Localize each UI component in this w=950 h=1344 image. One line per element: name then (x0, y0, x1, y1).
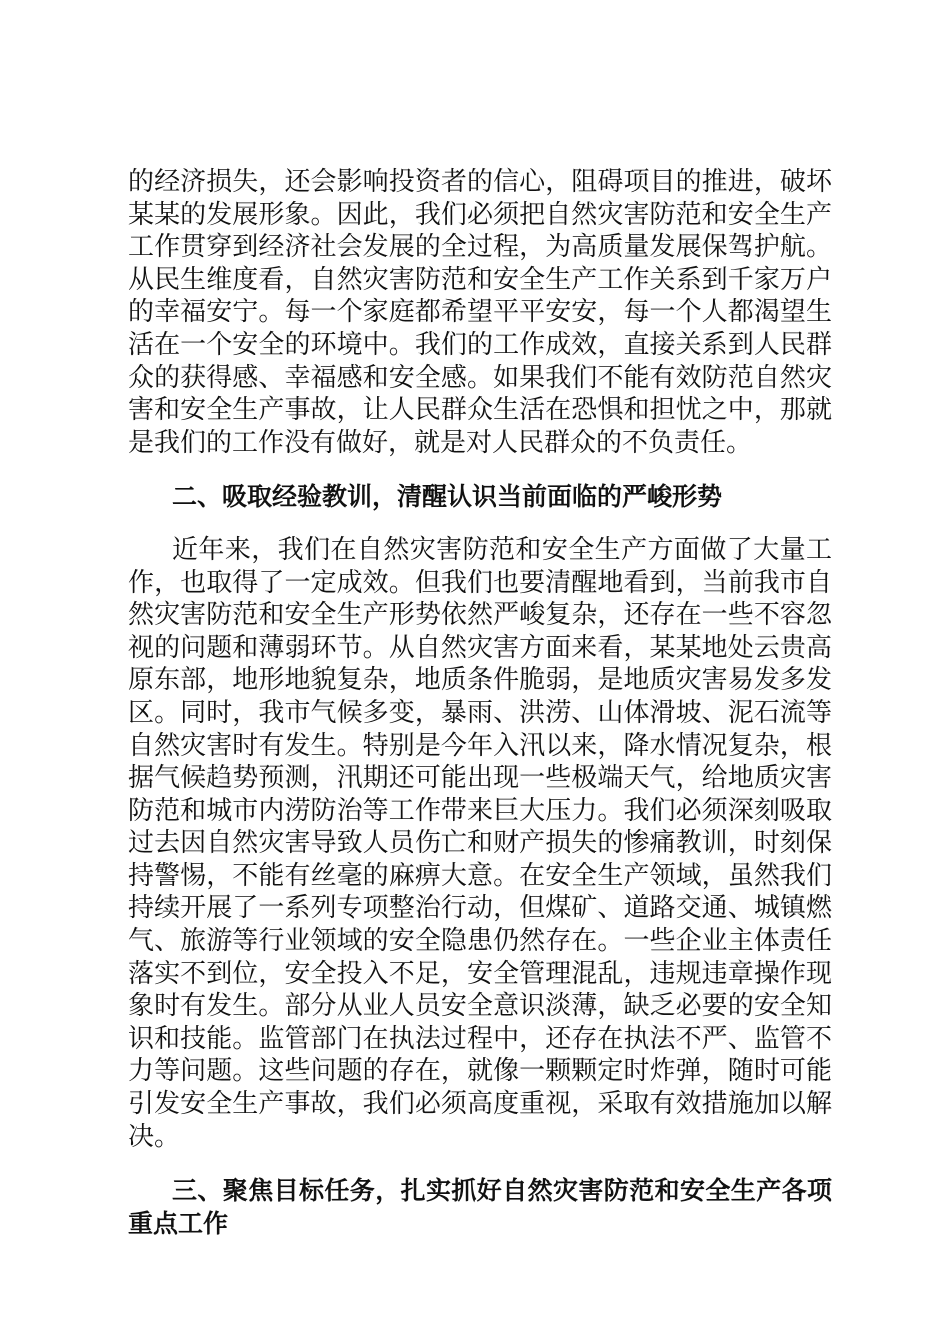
text-line: 力等问题。这些问题的存在，就像一颗颗定时炸弹，随时可能 (128, 1056, 832, 1087)
text-line: 持警惕，不能有丝毫的麻痹大意。在安全生产领域，虽然我们 (128, 860, 832, 891)
text-line: 决。 (128, 1121, 181, 1152)
text-line: 气、旅游等行业领域的安全隐患仍然存在。一些企业主体责任 (128, 926, 832, 957)
text-line: 据气候趋势预测，汛期还可能出现一些极端天气，给地质灾害 (128, 763, 832, 794)
text-line: 是我们的工作没有做好，就是对人民群众的不负责任。 (128, 427, 753, 458)
text-line: 近年来，我们在自然灾害防范和安全生产方面做了大量工 (172, 534, 832, 565)
text-line: 工作贯穿到经济社会发展的全过程，为高质量发展保驾护航。 (128, 232, 832, 263)
text-line: 视的问题和薄弱环节。从自然灾害方面来看，某某地处云贵高 (128, 632, 832, 663)
text-line: 某某的发展形象。因此，我们必须把自然灾害防范和安全生产 (128, 199, 832, 230)
text-line: 引发安全生产事故，我们必须高度重视，采取有效措施加以解 (128, 1089, 832, 1120)
text-line: 过去因自然灾害导致人员伤亡和财产损失的惨痛教训，时刻保 (128, 828, 832, 859)
text-line: 持续开展了一系列专项整治行动，但煤矿、道路交通、城镇燃 (128, 893, 832, 924)
section-two-heading: 二、吸取经验教训，清醒认识当前面临的严峻形势 (172, 482, 723, 512)
heading-line: 重点工作 (128, 1208, 229, 1238)
paragraph-top (128, 166, 832, 459)
text-line: 从民生维度看，自然灾害防范和安全生产工作关系到千家万户 (128, 264, 832, 295)
text-line: 象时有发生。部分从业人员安全意识淡薄，缺乏必要的安全知 (128, 991, 832, 1022)
text-line: 防范和城市内涝防治等工作带来巨大压力。我们必须深刻吸取 (128, 795, 832, 826)
text-line: 识和技能。监管部门在执法过程中，还存在执法不严、监管不 (128, 1023, 832, 1054)
text-line: 区。同时，我市气候多变，暴雨、洪涝、山体滑坡、泥石流等 (128, 697, 832, 728)
text-line: 众的获得感、幸福感和安全感。如果我们不能有效防范自然灾 (128, 362, 832, 393)
section-two-paragraph (128, 534, 832, 1153)
text-line: 然灾害防范和安全生产形势依然严峻复杂，还存在一些不容忽 (128, 600, 832, 631)
document-body (128, 166, 832, 1240)
section-three-heading (128, 1175, 832, 1240)
text-line: 原东部，地形地貌复杂，地质条件脆弱，是地质灾害易发多发 (128, 665, 832, 696)
text-line: 作，也取得了一定成效。但我们也要清醒地看到，当前我市自 (128, 567, 832, 598)
text-line: 自然灾害时有发生。特别是今年入汛以来，降水情况复杂，根 (128, 730, 832, 761)
text-line: 落实不到位，安全投入不足，安全管理混乱，违规违章操作现 (128, 958, 832, 989)
text-line: 的经济损失，还会影响投资者的信心，阻碍项目的推进，破坏 (128, 167, 832, 197)
heading-line: 三、聚焦目标任务，扎实抓好自然灾害防范和安全生产各项 (172, 1176, 832, 1206)
text-line: 的幸福安宁。每一个家庭都希望平平安安，每一个人都渴望生 (128, 297, 832, 328)
text-line: 害和安全生产事故，让人民群众生活在恐惧和担忧之中，那就 (128, 395, 832, 426)
text-line: 活在一个安全的环境中。我们的工作成效，直接关系到人民群 (128, 329, 832, 360)
